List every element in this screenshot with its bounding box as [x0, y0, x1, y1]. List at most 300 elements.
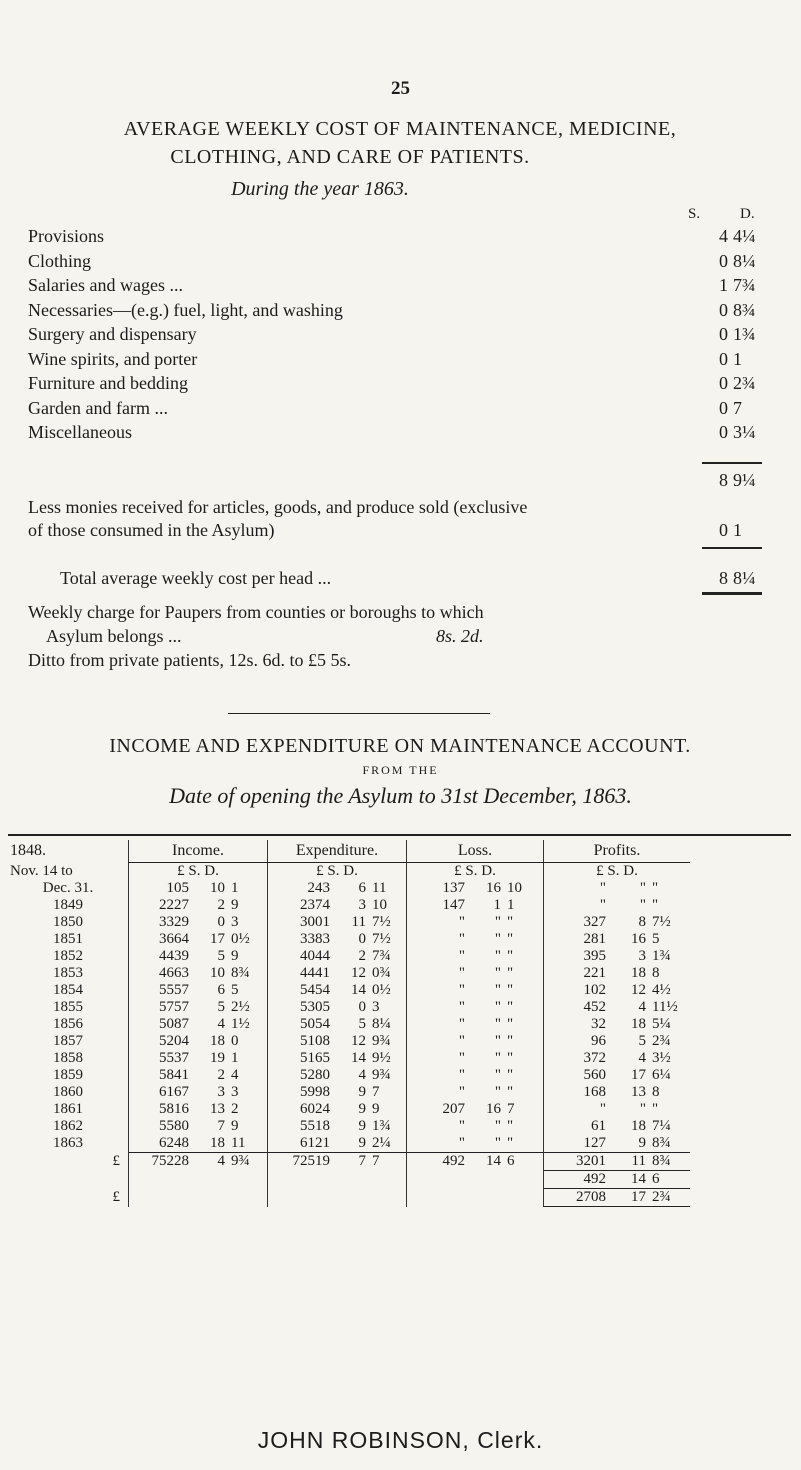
income-d: 5 — [231, 982, 239, 998]
cost-item-d: 3¼ — [733, 422, 756, 442]
cost-item-s: 0 — [719, 299, 728, 320]
expenditure-s: 6 — [358, 880, 366, 896]
table-row — [8, 931, 690, 948]
subtotal-row — [28, 470, 758, 490]
loss-s: " — [494, 1118, 501, 1134]
income-l: 3329 — [129, 914, 196, 931]
profits-s: 18 — [631, 1118, 646, 1134]
table-row — [8, 1135, 690, 1153]
income-l: 5204 — [129, 1033, 196, 1050]
income-s: 10 — [210, 880, 225, 896]
header-expenditure: Expenditure. — [268, 840, 407, 863]
profits-d: 6 — [652, 1171, 690, 1189]
table-row — [8, 1067, 690, 1084]
profits-l: " — [544, 1101, 613, 1118]
profits-l: 61 — [544, 1118, 613, 1135]
loss-d — [507, 1189, 544, 1207]
weekly-value: 8s. 2d. — [436, 626, 484, 646]
profits-s: 3 — [638, 948, 646, 964]
expenditure-l: 5054 — [268, 1016, 337, 1033]
table-row — [8, 1118, 690, 1135]
loss-l: " — [407, 965, 472, 982]
profits-d: 7¼ — [652, 1118, 671, 1134]
loss-s: " — [494, 965, 501, 981]
expenditure-l: 5165 — [268, 1050, 337, 1067]
cost-item-label: Wine spirits, and porter — [28, 348, 198, 369]
income-s: 5 — [217, 999, 225, 1015]
income-l: 5816 — [129, 1101, 196, 1118]
header-loss: Loss. — [407, 840, 544, 863]
totals-row — [8, 1153, 690, 1171]
profits-d: 8¾ — [652, 1135, 671, 1151]
loss-s — [471, 1171, 507, 1189]
cost-item-row — [28, 251, 758, 271]
row-year: Dec. 31. — [42, 880, 94, 896]
profits-l: 372 — [544, 1050, 613, 1067]
profits-d: " — [652, 1101, 659, 1117]
weekly-label: Asylum belongs ... — [46, 626, 182, 646]
profits-d: " — [652, 880, 659, 896]
row-year: 1851 — [53, 931, 83, 947]
cost-item-label: Furniture and bedding — [28, 373, 188, 393]
cost-item-s: 0 — [719, 373, 728, 393]
cost-item-label: Garden and farm ... — [28, 397, 168, 418]
row-year — [8, 1171, 129, 1189]
row-year: 1862 — [53, 1118, 83, 1134]
income-s: 7 — [217, 1118, 225, 1134]
income-d: 1 — [231, 1050, 239, 1066]
profits-s: 18 — [631, 1016, 646, 1032]
profits-s: 9 — [638, 1135, 646, 1151]
expenditure-s: 14 — [351, 982, 366, 998]
income-s: 6 — [217, 982, 225, 998]
during-year: During the year 1863. — [231, 178, 409, 200]
loss-l: " — [407, 1084, 472, 1101]
profits-d: 5 — [652, 931, 660, 947]
expenditure-l — [268, 1189, 337, 1207]
cost-item-row — [28, 398, 758, 418]
profits-s: " — [639, 897, 646, 913]
cost-item-d: 1¾ — [733, 324, 756, 344]
loss-s: " — [494, 999, 501, 1015]
expenditure-l: 72519 — [268, 1153, 337, 1171]
profits-s: " — [639, 1101, 646, 1117]
income-s — [195, 1171, 231, 1189]
income-l: 6167 — [129, 1084, 196, 1101]
loss-d: " — [507, 1050, 514, 1066]
table-header-row — [8, 840, 690, 863]
income-s: 19 — [210, 1050, 225, 1066]
total-rule-bottom — [702, 592, 762, 595]
profits-d: 7½ — [652, 914, 671, 930]
loss-d: " — [507, 1118, 514, 1134]
weekly-line-1: Weekly charge for Paupers from counties or boroughs to which — [28, 602, 484, 622]
profits-s: 14 — [612, 1171, 652, 1189]
expenditure-s: 0 — [358, 999, 366, 1015]
loss-s: " — [494, 1016, 501, 1032]
profits-l: 560 — [544, 1067, 613, 1084]
profits-l: " — [544, 897, 613, 914]
loss-l: " — [407, 1067, 472, 1084]
row-year: 1860 — [53, 1084, 83, 1100]
profits-l: " — [544, 880, 613, 897]
profits-l: 395 — [544, 948, 613, 965]
profits-l: 327 — [544, 914, 613, 931]
income-l: 5087 — [129, 1016, 196, 1033]
income-d: 9 — [231, 1118, 239, 1134]
expenditure-l: 3383 — [268, 931, 337, 948]
table-row — [8, 965, 690, 982]
expenditure-s: 2 — [358, 948, 366, 964]
profits-d: 8 — [652, 965, 660, 981]
cost-item-d: 2¾ — [733, 373, 756, 393]
table-top-rule — [8, 834, 791, 836]
table-row — [8, 948, 690, 965]
profits-s: 13 — [631, 1084, 646, 1100]
loss-l: 207 — [407, 1101, 472, 1118]
cost-item-s: 1 — [719, 275, 728, 295]
profits-s: 8 — [638, 914, 646, 930]
loss-d — [507, 1171, 544, 1189]
expenditure-l: 6024 — [268, 1101, 337, 1118]
income-d: 11 — [231, 1135, 246, 1151]
loss-d: " — [507, 914, 514, 930]
profits-s: 17 — [631, 1067, 646, 1083]
loss-s: " — [494, 982, 501, 998]
expenditure-l: 5454 — [268, 982, 337, 999]
table-row — [8, 1050, 690, 1067]
row-year: 1859 — [53, 1067, 83, 1083]
expenditure-d: 8¼ — [372, 1016, 391, 1032]
row-year: 1863 — [53, 1135, 83, 1152]
loss-d: " — [507, 1067, 514, 1083]
expenditure-l — [268, 1171, 337, 1189]
profits-d: 1¾ — [652, 948, 671, 964]
profits-d: 8¾ — [652, 1153, 690, 1171]
less-row — [8, 1171, 690, 1189]
from-the: FROM THE — [362, 763, 439, 777]
loss-l: " — [407, 948, 472, 965]
table-unit-row — [8, 863, 690, 881]
row-year: £ — [112, 1153, 120, 1169]
expenditure-l: 5108 — [268, 1033, 337, 1050]
income-d: 2 — [231, 1101, 239, 1117]
loss-l: " — [407, 1033, 472, 1050]
table-row — [8, 880, 690, 897]
loss-d: " — [507, 1033, 514, 1049]
income-s: 4 — [195, 1153, 231, 1171]
loss-d: " — [507, 1135, 514, 1151]
row-year: 1858 — [53, 1050, 83, 1066]
loss-d: " — [507, 948, 514, 964]
profits-d: 11½ — [652, 999, 678, 1015]
loss-d: 6 — [507, 1153, 544, 1171]
income-l: 5537 — [129, 1050, 196, 1067]
income-l — [129, 1189, 196, 1207]
expenditure-s: 3 — [358, 897, 366, 913]
loss-l — [407, 1189, 472, 1207]
table-row — [8, 982, 690, 999]
cost-item-label: Clothing — [28, 250, 92, 271]
title-line-1: AVERAGE WEEKLY COST OF MAINTENANCE, MEDICINE, — [123, 118, 677, 140]
cost-item-label: Surgery and dispensary — [28, 324, 197, 344]
row-year: 1861 — [53, 1101, 83, 1117]
income-d: 3 — [231, 914, 239, 930]
expenditure-s — [336, 1171, 372, 1189]
income-d: 0 — [231, 1033, 239, 1049]
profits-d: " — [652, 897, 659, 913]
expenditure-l: 5518 — [268, 1118, 337, 1135]
expenditure-l: 4044 — [268, 948, 337, 965]
row-year: 1856 — [53, 1016, 83, 1032]
loss-d: 7 — [507, 1101, 515, 1117]
expenditure-s: 12 — [351, 965, 366, 981]
header-profits: Profits. — [544, 840, 691, 863]
loss-l: 492 — [407, 1153, 472, 1171]
cost-item-row — [28, 324, 758, 344]
loss-l: " — [407, 1118, 472, 1135]
less-d: 1 — [733, 520, 742, 540]
expenditure-d: 0¾ — [372, 965, 391, 981]
profits-s: 17 — [612, 1189, 652, 1207]
income-s — [195, 1189, 231, 1207]
row-year: 1852 — [53, 948, 83, 964]
income-s: 13 — [210, 1101, 225, 1117]
cost-item-label: Necessaries—(e.g.) fuel, light, and washing — [28, 299, 343, 320]
profits-s: 16 — [631, 931, 646, 947]
cost-item-d: 4¼ — [733, 226, 756, 246]
profits-l: 221 — [544, 965, 613, 982]
income-s: 2 — [217, 897, 225, 913]
income-l: 2227 — [129, 897, 196, 914]
expenditure-l: 5305 — [268, 999, 337, 1016]
cost-item-row — [28, 373, 758, 393]
cost-item-s: 0 — [719, 348, 728, 369]
expenditure-l: 6121 — [268, 1135, 337, 1153]
weekly-line-2 — [28, 624, 768, 648]
loss-d: 1 — [507, 897, 515, 913]
loss-s: 14 — [471, 1153, 507, 1171]
loss-s: 16 — [486, 1101, 501, 1117]
income-d — [231, 1171, 268, 1189]
table-row — [8, 1016, 690, 1033]
expenditure-d: 7½ — [372, 914, 391, 930]
loss-s: " — [494, 1084, 501, 1100]
income-l: 6248 — [129, 1135, 196, 1153]
profits-d: 3½ — [652, 1050, 671, 1066]
expenditure-d: 7 — [372, 1084, 380, 1100]
loss-s: " — [494, 1050, 501, 1066]
expenditure-d — [372, 1189, 407, 1207]
income-l: 5580 — [129, 1118, 196, 1135]
cost-item-row — [28, 349, 758, 369]
expenditure-l: 2374 — [268, 897, 337, 914]
expenditure-d: 7 — [372, 1153, 407, 1171]
expenditure-d — [372, 1171, 407, 1189]
loss-l: " — [407, 1016, 472, 1033]
loss-d: " — [507, 982, 514, 998]
profits-s: 4 — [638, 999, 646, 1015]
profits-d: 8 — [652, 1084, 660, 1100]
income-d: 0½ — [231, 931, 250, 947]
row-year: 1849 — [53, 897, 83, 913]
col-s-header: S. — [688, 206, 701, 222]
expenditure-s: 9 — [358, 1101, 366, 1117]
income-l: 3664 — [129, 931, 196, 948]
loss-l: " — [407, 914, 472, 931]
cost-item-row — [28, 275, 758, 295]
cost-item-row — [28, 300, 758, 320]
less-line-2: of those consumed in the Asylum) — [28, 520, 275, 540]
profits-s: " — [639, 880, 646, 896]
income-s: 17 — [210, 931, 225, 947]
income-d: 9 — [231, 948, 239, 964]
signature: JOHN ROBINSON, Clerk. — [257, 1427, 544, 1453]
income-s: 10 — [210, 965, 225, 981]
expenditure-d: 11 — [372, 880, 387, 896]
income-s: 18 — [210, 1135, 225, 1151]
profits-d: 5¼ — [652, 1016, 671, 1032]
income-d: 4 — [231, 1067, 239, 1083]
expenditure-s: 9 — [358, 1084, 366, 1100]
profits-s: 18 — [631, 965, 646, 981]
income-d: 9 — [231, 897, 239, 913]
income-s: 5 — [217, 948, 225, 964]
expenditure-d: 7¾ — [372, 948, 391, 964]
loss-l: " — [407, 931, 472, 948]
income-d: 3 — [231, 1084, 239, 1100]
cost-item-s: 0 — [719, 250, 728, 271]
expenditure-s: 9 — [358, 1118, 366, 1134]
cost-item-d: 8¼ — [733, 250, 756, 271]
row-year: 1857 — [53, 1033, 83, 1049]
income-d: 9¾ — [231, 1153, 268, 1171]
header-year: 1848. — [10, 842, 46, 860]
subtotal-d: 9¼ — [733, 470, 756, 490]
cost-item-row — [28, 226, 758, 246]
unit-loss: £ S. D. — [407, 863, 544, 881]
income-expenditure-table — [8, 840, 690, 1207]
income-s: 2 — [217, 1067, 225, 1083]
expenditure-s: 7 — [336, 1153, 372, 1171]
income-l — [129, 1171, 196, 1189]
income-s: 0 — [217, 914, 225, 930]
expenditure-d: 10 — [372, 897, 387, 913]
profits-l: 492 — [544, 1171, 613, 1189]
date-line: Date of opening the Asylum to 31st December, 1863. — [169, 783, 632, 808]
cost-item-d: 7¾ — [733, 275, 756, 295]
expenditure-d: 9½ — [372, 1050, 391, 1066]
profits-l: 452 — [544, 999, 613, 1016]
row-year: 1850 — [53, 914, 83, 930]
cost-item-label: Miscellaneous — [28, 422, 132, 442]
income-s: 4 — [217, 1016, 225, 1032]
income-l: 4663 — [129, 965, 196, 982]
loss-d: " — [507, 965, 514, 981]
total-d: 8¼ — [733, 568, 756, 588]
expenditure-s — [336, 1189, 372, 1207]
table-row — [8, 999, 690, 1016]
profits-s: 5 — [638, 1033, 646, 1049]
profits-l: 32 — [544, 1016, 613, 1033]
table-row — [8, 1101, 690, 1118]
expenditure-d: 0½ — [372, 982, 391, 998]
total-rule-top — [702, 547, 762, 549]
cost-item-d: 1 — [733, 348, 742, 369]
loss-s: " — [494, 948, 501, 964]
title-line-2: CLOTHING, AND CARE OF PATIENTS. — [170, 146, 530, 168]
income-d — [231, 1189, 268, 1207]
loss-d: " — [507, 1084, 514, 1100]
loss-l: " — [407, 982, 472, 999]
expenditure-d: 9¾ — [372, 1067, 391, 1083]
income-s: 3 — [217, 1084, 225, 1100]
loss-l — [407, 1171, 472, 1189]
loss-d: " — [507, 931, 514, 947]
income-d: 2½ — [231, 999, 250, 1015]
total-label: Total average weekly cost per head ... — [60, 568, 332, 588]
expenditure-l: 4441 — [268, 965, 337, 982]
profits-l: 2708 — [544, 1189, 613, 1207]
expenditure-s: 9 — [358, 1135, 366, 1151]
loss-s: " — [494, 931, 501, 947]
loss-s: " — [494, 1135, 501, 1151]
loss-s: 1 — [493, 897, 501, 913]
income-title: INCOME AND EXPENDITURE ON MAINTENANCE ACCOUNT. — [109, 735, 691, 757]
profits-l: 127 — [544, 1135, 613, 1153]
loss-s: " — [494, 1067, 501, 1083]
row-year: £ — [112, 1189, 120, 1205]
row-year: 1853 — [53, 965, 83, 981]
cost-item-row — [28, 422, 758, 442]
cost-item-s: 0 — [719, 422, 728, 442]
income-d: 8¾ — [231, 965, 250, 981]
loss-s: 16 — [486, 880, 501, 896]
less-s: 0 — [719, 520, 728, 540]
profits-s: 4 — [638, 1050, 646, 1066]
income-d: 1½ — [231, 1016, 250, 1032]
expenditure-l: 5280 — [268, 1067, 337, 1084]
loss-s — [471, 1189, 507, 1207]
loss-l: " — [407, 1135, 472, 1153]
expenditure-d: 1¾ — [372, 1118, 391, 1134]
income-s: 18 — [210, 1033, 225, 1049]
subtotal-rule — [702, 462, 762, 464]
expenditure-s: 4 — [358, 1067, 366, 1083]
loss-s: " — [494, 914, 501, 930]
profits-l: 3201 — [544, 1153, 613, 1171]
profits-l: 168 — [544, 1084, 613, 1101]
profits-l: 281 — [544, 931, 613, 948]
table-row — [8, 1084, 690, 1101]
ditto-line: Ditto from private patients, 12s. 6d. to £5 5s. — [28, 650, 351, 670]
expenditure-s: 14 — [351, 1050, 366, 1066]
subtotal-s: 8 — [719, 470, 728, 490]
expenditure-l: 5998 — [268, 1084, 337, 1101]
loss-l: " — [407, 999, 472, 1016]
col-d-header: D. — [740, 206, 755, 222]
loss-l: " — [407, 1050, 472, 1067]
expenditure-d: 9 — [372, 1101, 380, 1117]
section-rule — [228, 713, 490, 714]
unit-expenditure: £ S. D. — [268, 863, 407, 881]
profits-d: 6¼ — [652, 1067, 671, 1083]
total-s: 8 — [719, 568, 728, 588]
income-l: 5557 — [129, 982, 196, 999]
income-l: 105 — [129, 880, 196, 897]
expenditure-s: 11 — [351, 914, 366, 930]
cost-item-label: Salaries and wages ... — [28, 275, 183, 295]
